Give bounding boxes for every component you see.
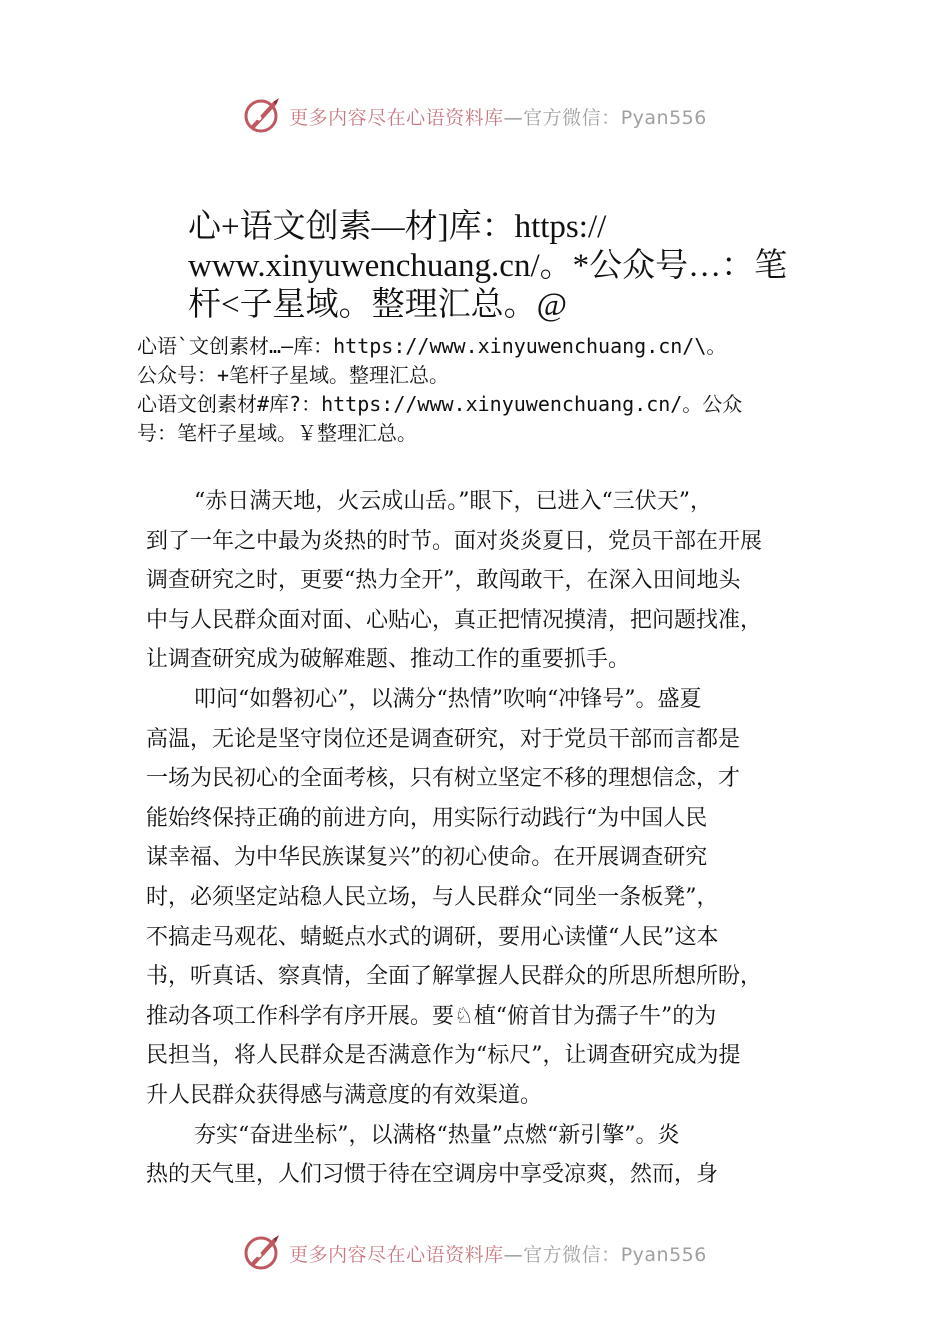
source-line: 公众号：+笔杆子星域。整理汇总。 bbox=[137, 363, 450, 387]
body-line: 到了一年之中最为炎热的时节。面对炎炎夏日，党员干部在开展 bbox=[146, 528, 763, 554]
source-line: 心语文创素材#库?：https://www.xinyuwenchuang.cn/。公众 bbox=[137, 392, 743, 416]
headline bbox=[188, 208, 838, 325]
body-line: 叩问“如磐初心”，以满分“热情”吹响“冲锋号”。盛夏 bbox=[194, 686, 702, 712]
body-line: 夯实“奋进坐标”，以满格“热量”点燃“新引擎”。炎 bbox=[194, 1122, 680, 1148]
footer-banner bbox=[0, 1231, 950, 1275]
body-line: 谋幸福、为中华民族谋复兴”的初心使命。在开展调查研究 bbox=[146, 845, 708, 871]
quill-pen-logo-icon bbox=[243, 96, 283, 136]
source-block bbox=[137, 332, 837, 448]
body-line: 升人民群众获得感与满意度的有效渠道。 bbox=[146, 1082, 543, 1108]
body-line: 高温，无论是坚守岗位还是调查研究，对于党员干部而言都是 bbox=[146, 726, 741, 752]
body-line: 一场为民初心的全面考核，只有树立坚定不移的理想信念，才 bbox=[146, 766, 741, 792]
article-body bbox=[146, 482, 836, 1195]
quill-pen-logo-icon bbox=[243, 1233, 283, 1273]
body-line: 中与人民群众面对面、心贴心，真正把情况摸清，把问题找准， bbox=[146, 607, 763, 633]
body-line: 热的天气里，人们习惯于待在空调房中享受凉爽，然而，身 bbox=[146, 1162, 719, 1188]
headline-line: 心+语文创素—材]库：https:// bbox=[188, 209, 607, 245]
banner-account: Pyan556 bbox=[620, 106, 707, 129]
banner-separator: — bbox=[503, 1243, 524, 1266]
body-line: 调查研究之时，更要“热力全开”，敢闯敢干，在深入田间地头 bbox=[146, 568, 741, 594]
headline-line: 杆<子星域。整理汇总。@ bbox=[188, 287, 568, 323]
body-line: 能始终保持正确的前进方向，用实际行动践行“为中国人民 bbox=[146, 805, 708, 831]
banner-wechat-label: 官方微信： bbox=[523, 1243, 621, 1266]
body-line: 推动各项工作科学有序开展。要♘植“俯首甘为孺子牛”的为 bbox=[146, 1003, 717, 1029]
body-line: 让调查研究成为破解难题、推动工作的重要抓手。 bbox=[146, 647, 631, 673]
body-line: 书，听真话、察真情，全面了解掌握人民群众的所思所想所盼， bbox=[146, 964, 763, 990]
header-banner bbox=[0, 94, 950, 138]
header-banner-text bbox=[289, 103, 707, 130]
body-line: 时，必须坚定站稳人民立场，与人民群众“同坐一条板凳”， bbox=[146, 884, 719, 910]
banner-account: Pyan556 bbox=[620, 1243, 707, 1266]
source-line: 心语`文创素材…—库：https://www.xinyuwenchuang.cn/\。 bbox=[137, 334, 727, 358]
body-line: “赤日满天地，火云成山岳。”眼下，已进入“三伏天”， bbox=[194, 489, 712, 514]
banner-wechat-label: 官方微信： bbox=[523, 106, 621, 129]
footer-banner-text bbox=[289, 1240, 707, 1267]
banner-separator: — bbox=[503, 106, 524, 129]
body-line: 民担当，将人民群众是否满意作为“标尺”，让调查研究成为提 bbox=[146, 1043, 741, 1069]
banner-main-text: 更多内容尽在心语资料库 bbox=[289, 1243, 504, 1266]
body-line: 不搞走马观花、蜻蜓点水式的调研，要用心读懂“人民”这本 bbox=[146, 924, 719, 950]
source-line: 号：笔杆子星域。￥整理汇总。 bbox=[137, 421, 417, 445]
headline-line: www.xinyuwenchuang.cn/。*公众号…：笔 bbox=[188, 248, 788, 284]
banner-main-text: 更多内容尽在心语资料库 bbox=[289, 106, 504, 129]
